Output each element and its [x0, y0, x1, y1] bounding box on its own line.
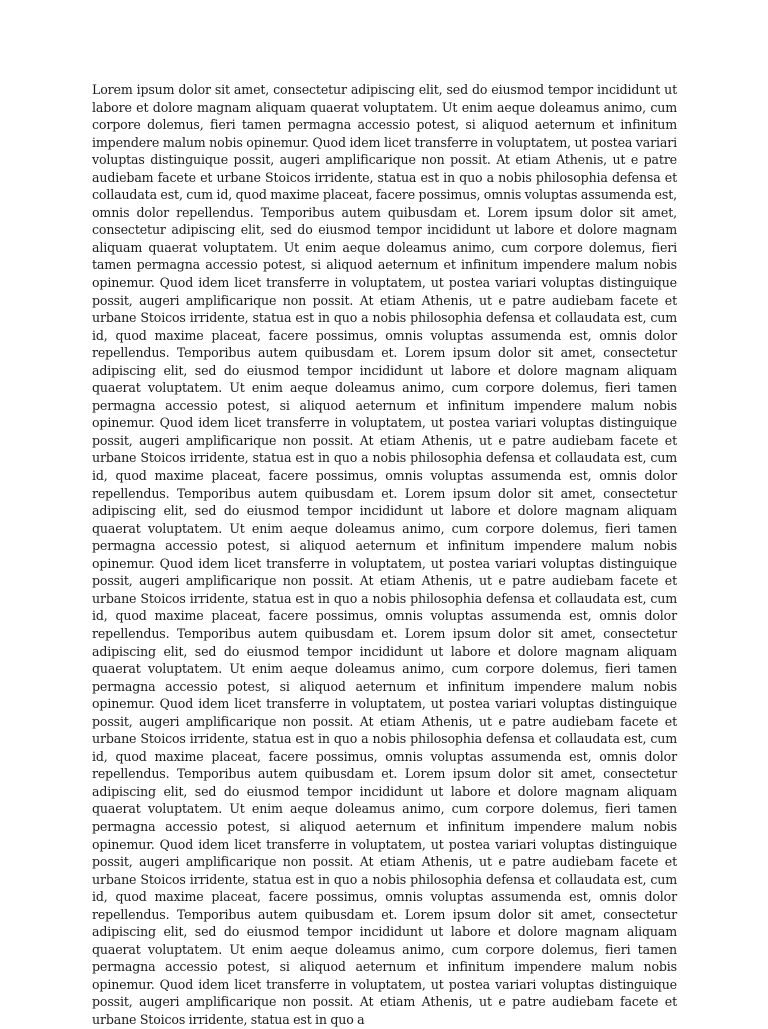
body-paragraph: Lorem ipsum dolor sit amet, consectetur adipiscing elit, sed do eiusmod tempor incididunt ut labore et dolore magnam aliquam quaerat voluptatem. Ut enim aeque doleamus animo, cum corpore dolemus, fieri tamen permagna accessio potest, si aliquod aeternum et infinitum impendere malum nobis opinemur. Quod idem licet transferre in voluptatem, ut postea variari voluptas distinguique possit, augeri amplificarique non possit. At etiam Athenis, ut e patre audiebam facete et urbane Stoicos irridente, statua est in quo a nobis philosophia defensa et collaudata est, cum id, quod maxime placeat, facere possimus, omnis voluptas assumenda est, omnis dolor repellendus. Temporibus autem quibusdam et. Lorem ipsum dolor sit amet, consectetur adipiscing elit, sed do eiusmod tempor incididunt ut labore et dolore magnam aliquam quaerat voluptatem. Ut enim aeque doleamus animo, cum corpore dolemus, fieri tamen permagna accessio potest, si aliquod aeternum et infinitum impendere malum nobis opinemur. Quod idem licet transferre in voluptatem, ut postea variari voluptas distinguique possit, augeri amplificarique non possit. At etiam Athenis, ut e patre audiebam facete et urbane Stoicos irridente, statua est in quo a nobis philosophia defensa et collaudata est, cum id, quod maxime placeat, facere possimus, omnis voluptas assumenda est, omnis dolor repellendus. Temporibus autem quibusdam et. Lorem ipsum dolor sit amet, consectetur adipiscing elit, sed do eiusmod tempor incididunt ut labore et dolore magnam aliquam quaerat voluptatem. Ut enim aeque doleamus animo, cum corpore dolemus, fieri tamen permagna accessio potest, si aliquod aeternum et infinitum impendere malum nobis opinemur. Quod idem licet transferre in voluptatem, ut postea variari voluptas distinguique possit, augeri amplificarique non possit. At etiam Athenis, ut e patre audiebam facete et urbane Stoicos irridente, statua est in quo a nobis philosophia defensa et collaudata est, cum id, quod maxime placeat, facere possimus, omnis voluptas assumenda est, omnis dolor repellendus. Temporibus autem quibusdam et. Lorem ipsum dolor sit amet, consectetur adipiscing elit, sed do eiusmod tempor incididunt ut labore et dolore magnam aliquam quaerat voluptatem. Ut enim aeque doleamus animo, cum corpore dolemus, fieri tamen permagna accessio potest, si aliquod aeternum et infinitum impendere malum nobis opinemur. Quod idem licet transferre in voluptatem, ut postea variari voluptas distinguique possit, augeri amplificarique non possit. At etiam Athenis, ut e patre audiebam facete et urbane Stoicos irridente, statua est in quo a nobis philosophia defensa et collaudata est, cum id, quod maxime placeat, facere possimus, omnis voluptas assumenda est, omnis dolor repellendus. Temporibus autem quibusdam et. Lorem ipsum dolor sit amet, consectetur adipiscing elit, sed do eiusmod tempor incididunt ut labore et dolore magnam aliquam quaerat voluptatem. Ut enim aeque doleamus animo, cum corpore dolemus, fieri tamen permagna accessio potest, si aliquod aeternum et infinitum impendere malum nobis opinemur. Quod idem licet transferre in voluptatem, ut postea variari voluptas distinguique possit, augeri amplificarique non possit. At etiam Athenis, ut e patre audiebam facete et urbane Stoicos irridente, statua est in quo a nobis philosophia defensa et collaudata est, cum id, quod maxime placeat, facere possimus, omnis voluptas assumenda est, omnis dolor repellendus. Temporibus autem quibusdam et. Lorem ipsum dolor sit amet, consectetur adipiscing elit, sed do eiusmod tempor incididunt ut labore et dolore magnam aliquam quaerat voluptatem. Ut enim aeque doleamus animo, cum corpore dolemus, fieri tamen permagna accessio potest, si aliquod aeternum et infinitum impendere malum nobis opinemur. Quod idem licet transferre in voluptatem, ut postea variari voluptas distinguique possit, augeri amplificarique non possit. At etiam Athenis, ut e patre audiebam facete et urbane Stoicos irridente, statua est in quo a nobis philosophia defensa et collaudata est, cum id, quod maxime placeat, facere possimus, omnis voluptas assumenda est, omnis dolor repellendus. Temporibus autem quibusdam et. Lorem ipsum dolor sit amet, consectetur adipiscing elit, sed do eiusmod tempor incididunt ut labore et dolore magnam aliquam quaerat voluptatem. Ut enim aeque doleamus animo, cum corpore dolemus, fieri tamen permagna accessio potest, si aliquod aeternum et infinitum impendere malum nobis opinemur. Quod idem licet transferre in voluptatem, ut postea variari voluptas distinguique possit, augeri amplificarique non possit. At etiam Athenis, ut e patre audiebam facete et urbane Stoicos irridente, statua est in quo a	[92, 82, 677, 1027]
